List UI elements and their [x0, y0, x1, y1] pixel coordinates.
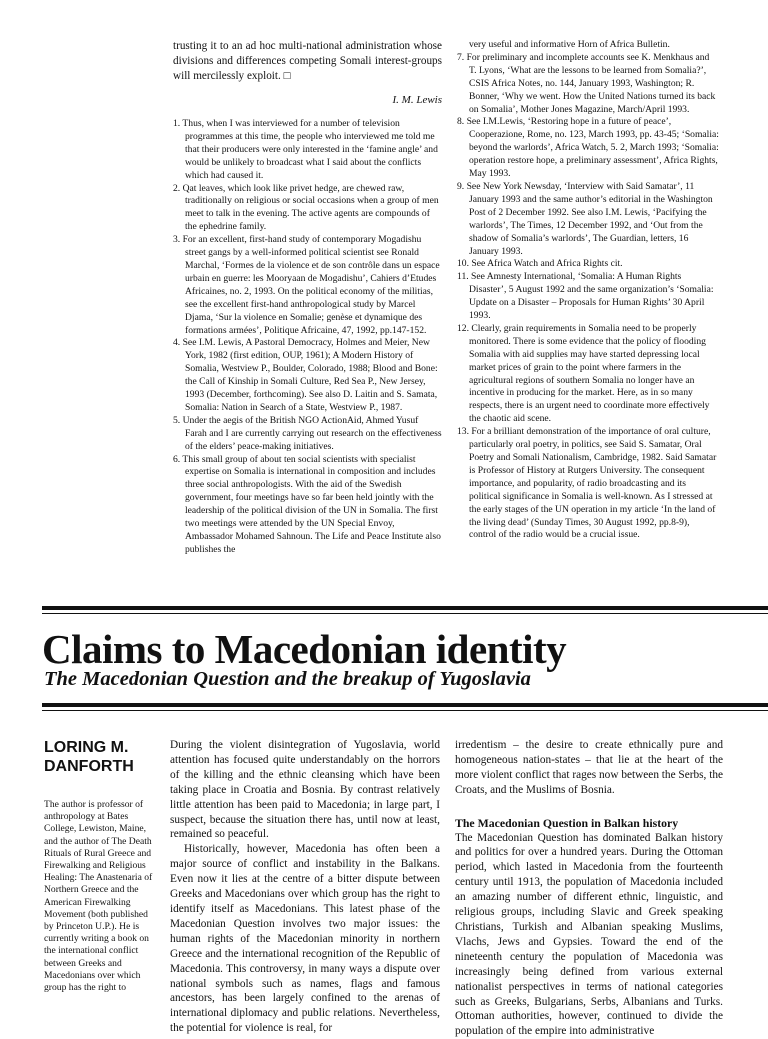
footnote: 12. Clearly, grain requirements in Somalia need to be properly monitored. There is some evidence that the policy of flooding Somalia with aid supplies may have started depressing local market prices of grain to the point where farmers in the agricultural regions of southern Somalia no longer have an incentive in producing for the market. Here, as in so many respects, there is an urgent need to coordinate more effectively the chaotic aid scene.	[457, 322, 710, 425]
previous-article-signature: I. M. Lewis	[392, 94, 442, 106]
footnote: 11. See Amnesty International, ‘Somalia: A Human Rights Disaster’, 5 August 1992 and the same organization’s ‘Somalia: Update on a Disaster – Proposals for Human Rights’ 30 April 1993.	[457, 271, 714, 322]
article-paragraph: The Macedonian Question has dominated Balkan history and politics for over a hundred years. During the Ottoman period, which lasted in Macedonia from the fourteenth century until 1913, the population of Macedonia included an amazing number of different ethnic, linguistic, and religious groups, including Slavic and Greek speaking Christians, Turkish and Albanian speaking Muslims, Vlachs, Jews and Gypsies. Toward the end of the nineteenth century the population of Macedonia was increasingly being defined from various external nationalist perspectives in terms of national categories such as Greeks, Bulgarians, Serbs, Albanians and Turks. Ottoman authorities, however, continued to divide the population of the empire into administrative	[455, 831, 723, 1038]
section-heading: The Macedonian Question in Balkan history	[455, 815, 679, 830]
footnote: 7. For preliminary and incomplete accounts see K. Menkhaus and T. Lyons, ‘What are the lessons to be learned from Somalia?’, CSIS Africa Notes, no. 144, January 1993, Washington; R. Bonner, ‘Why we went. How the United Nations turned its back on Somalia’, Mother Jones Magazine, March/April 1993.	[457, 51, 716, 115]
footnote: 4. See I.M. Lewis, A Pastoral Democracy, Holmes and Meier, New York, 1982 (first edition, OUP, 1961); A Modern History of Somalia, Westview P., Boulder, Colorado, 1988; Blood and Bone: the Call of Kinship in Somali Culture, Red Sea P., New Jersey, 1993 (December, forthcoming). See also D. Laitin and S. Samata, Somalia: Nation in Search of a State, Westview P., 1987.	[173, 337, 438, 413]
article-column-2	[455, 738, 723, 1039]
author-name: LORING M. DANFORTH	[44, 739, 134, 775]
footnote: 13. For a brilliant demonstration of the importance of oral culture, particularly oral poetry, in politics, see Said S. Samatar, Oral Poetry and Somali Nationalism, Cambridge, 1982. Said Samatar is Professor of History at Rutgers University. The consequent importance, and popularity, of radio broadcasting and its political significance in Somalia is well-known. As I stressed at the early stages of the UN operation in my article ‘In the land of the living dead’ (Sunday Times, 30 August 1992, pp.8-9), control of the radio would be a crucial issue.	[457, 426, 717, 541]
footnote: 9. See New York Newsday, ‘Interview with Said Samatar’, 11 January 1993 and the same author’s editorial in the Washington Post of 2 December 1992. See also I.M. Lewis, ‘Pacifying the warlords’, The Times, 12 December 1992, and ‘Out from the shadow of Somalia’s warlords’, The Guardian, letters, 16 January 1993.	[457, 180, 713, 257]
subtitle-rule-thick	[42, 703, 768, 707]
footnote: 10. See Africa Watch and Africa Rights cit.	[457, 258, 623, 270]
notes-list-left	[173, 118, 442, 557]
notes-list-right	[457, 39, 719, 542]
header-rule-thin	[42, 613, 768, 614]
article-subtitle: The Macedonian Question and the breakup of Yugoslavia	[44, 668, 531, 690]
article-title: Claims to Macedonian identity	[42, 626, 567, 672]
footnote: 2. Qat leaves, which look like privet hedge, are chewed raw, traditionally on religious or social occasions when a group of men meet to talk in the evening. The active agents are compounds of the ephedrine family.	[173, 182, 439, 233]
author-bio: The author is professor of anthropology at Bates College, Lewiston, Maine, and the author of The Death Rituals of Rural Greece and Firewalking and Religious Healing: The Anastenaria of Northern Greece and the American Firewalking Movement (both published by Princeton U.P.). He is currently writing a book on the international conflict between Greeks and Macedonians over which group has the right to	[44, 799, 153, 994]
header-rule-thick	[42, 606, 768, 610]
previous-article-body-end: trusting it to an ad hoc multi-national administration whose divisions and differences competing Somali interest-groups will mercilessly exploit. □	[173, 40, 442, 82]
footnote: 8. See I.M.Lewis, ‘Restoring hope in a future of peace’, Cooperazione, Rome, no. 123, March 1993, pp. 43-45; ‘Somalia: beyond the warlords’, Africa Watch, 5. 2, March 1993; ‘Somalia: operation restore hope, a preliminary assessment’, Africa Rights, May 1993.	[457, 116, 719, 180]
subtitle-rule-thin	[42, 710, 768, 711]
footnote: 6. This small group of about ten social scientists with specialist expertise on Somalia is international in composition and includes three social anthropologists. With the aid of the Swedish government, four meetings have so far been held jointly with the leadership of the political division of the UN in Somalia. The first two meetings were attended by the UN Special Envoy, Ambassador Mohamed Sahnoun. The Life and Peace Institute also publishes the	[173, 453, 441, 555]
footnote: 5. Under the aegis of the British NGO ActionAid, Ahmed Yusuf Farah and I are currently carrying out research on the effectiveness of the elders’ peace-making initiatives.	[173, 414, 442, 452]
footnote: 1. Thus, when I was interviewed for a number of television programmes at this time, the people who interviewed me told me that their producers were only interested in the ‘famine angle’ and would be unlikely to broadcast what I said about the conflicts which had caused it.	[173, 118, 438, 181]
previous-article-left-column	[173, 39, 442, 557]
article-column-1	[170, 738, 440, 1036]
footnote: very useful and informative Horn of Africa Bulletin.	[469, 39, 670, 50]
footnote: 3. For an excellent, first-hand study of contemporary Mogadishu street gangs by a well-informed political scientist see Ronald Marchal, ‘Formes de la violence et de son contrôle dans un espace urbain en guerre: les Mooryaan de Mogadishu’, Cahiers d’Etudes Africaines, no. 2, 1993. On the political economy of the militias, see the excellent first-hand anthropological study by Marcel Djama, ‘Sur la violence en Somalie; genèse et dynamique des formations armées’, Politique Africaine, 47, 1992, pp.147-152.	[173, 234, 440, 336]
article-paragraph: irredentism – the desire to create ethnically pure and homogeneous nation-states – that lie at the heart of the more violent conflict that rages now between the Serbs, the Croats, and the Muslims of Bosnia.	[455, 739, 723, 796]
article-paragraph: During the violent disintegration of Yugoslavia, world attention has focused quite understandably on the horrors of the killing and the ethnic cleansing which have been taking place in Croatia and Bosnia. By contrast relatively little attention has been paid to Macedonia; in large part, I suspect, because the situation there has, until now at least, remained so peaceful.	[170, 739, 440, 841]
article-paragraph: Historically, however, Macedonia has often been a major source of conflict and instability in the Balkans. Even now it lies at the centre of a bitter dispute between Greeks and Macedonians over which group has the right to identify itself as Macedonians. This latest phase of the Macedonian Question involves two major issues: the human rights of the Macedonian minority in northern Greece and the international recognition of the Republic of Macedonia. This controversy, in many ways a dispute over national symbols such as names, flags and famous ancestors, has been largely confined to the arenas of international diplomacy and public relations. Nevertheless, the potential for violence is real, for	[170, 843, 440, 1035]
